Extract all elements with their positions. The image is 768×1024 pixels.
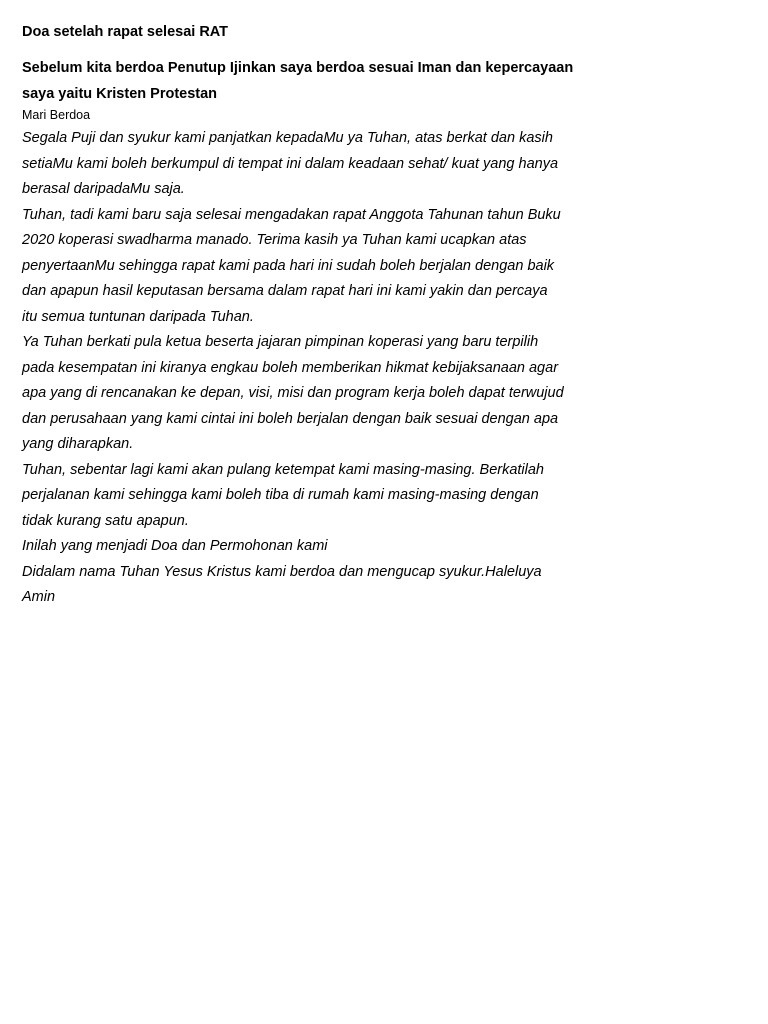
prayer-line: tidak kurang satu apapun. (22, 512, 189, 529)
prayer-line: Tuhan, sebentar lagi kami akan pulang ketempat kami masing-masing. Berkatilah (22, 461, 544, 478)
prayer-line: setiaMu kami boleh berkumpul di tempat ini dalam keadaan sehat/ kuat yang hanya (22, 155, 559, 172)
prayer-line: dan apapun hasil keputasan bersama dalam rapat hari ini kami yakin dan percaya (22, 283, 548, 299)
prayer-line: apa yang di rencanakan ke depan, visi, misi dan program kerja boleh dapat terwujud (22, 385, 564, 401)
document-subtitle (22, 55, 642, 107)
prayer-line: yang diharapkan. (22, 436, 134, 452)
prayer-line: Didalam nama Tuhan Yesus Kristus kami berdoa dan mengucap syukur.Haleluya (22, 563, 542, 580)
document-content (22, 22, 642, 611)
prayer-line: dan perusahaan yang kami cintai ini boleh berjalan dengan baik sesuai dengan apa (22, 410, 559, 427)
prayer-label: Mari Berdoa (22, 108, 91, 122)
prayer-line: Ya Tuhan berkati pula ketua beserta jajaran pimpinan koperasi yang baru terpilih (22, 334, 539, 350)
subtitle-line: Sebelum kita berdoa Penutup Ijinkan saya berdoa sesuai Iman dan kepercayaan (22, 60, 574, 76)
prayer-line: perjalanan kami sehingga kami boleh tiba di rumah kami masing-masing dengan (22, 487, 539, 503)
prayer-line: penyertaanMu sehingga rapat kami pada hari ini sudah boleh berjalan dengan baik (22, 257, 555, 274)
prayer-line: Amin (22, 589, 56, 605)
subtitle-line: saya yaitu Kristen Protestan (22, 86, 218, 102)
prayer-line: 2020 koperasi swadharma manado. Terima kasih ya Tuhan kami ucapkan atas (22, 232, 527, 248)
prayer-line: Inilah yang menjadi Doa dan Permohonan kami (22, 538, 328, 554)
document-title: Doa setelah rapat selesai RAT (22, 24, 229, 40)
prayer-text (22, 126, 642, 611)
prayer-line: pada kesempatan ini kiranya engkau boleh memberikan hikmat kebijaksanaan agar (22, 359, 559, 376)
prayer-line: Tuhan, tadi kami baru saja selesai mengadakan rapat Anggota Tahunan tahun Buku (22, 206, 561, 223)
prayer-line: itu semua tuntunan daripada Tuhan. (22, 308, 254, 325)
prayer-line: Segala Puji dan syukur kami panjatkan kepadaMu ya Tuhan, atas berkat dan kasih (22, 130, 553, 146)
prayer-line: berasal daripadaMu saja. (22, 181, 185, 197)
